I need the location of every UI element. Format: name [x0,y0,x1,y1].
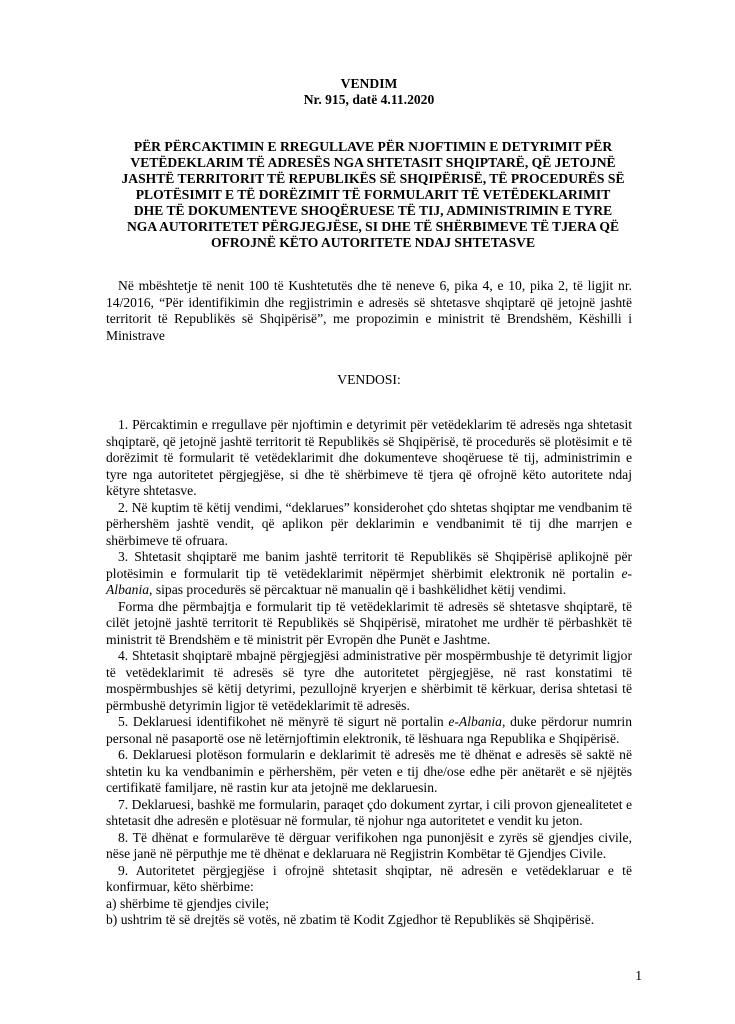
preamble-paragraph: Në mbështetje të nenit 100 të Kushtetutës dhe të neneve 6, pika 4, e 10, pika 2, të ligjit nr. 14/2016, “Për identifikimin dhe regjistrimin e adresës së shtetasve shqiptarë që jetojnë jashtë territorit të Republikës së Shqipërisë”, me propozimin e ministrit të Brendshëm, Këshilli i Ministrave [106,278,632,343]
item-4: 4. Shtetasit shqiptarë mbajnë përgjegjësi administrative për mospërmbushje të detyrimit ligjor të vetëdeklarimit të adresës së tyre dhe autoritetet përgjegjëse, në rast konstatimi të mospërmbushjes së këtij detyrimi, pezullojnë kryerjen e shërbimit të kërkuar, derisa shtetasi të përmbushë detyrimin ligjor të vetëdeklarimit të adresës. [106,648,632,713]
document-title [106,139,632,251]
item-9-sub-a: a) shërbime të gjendjes civile; [106,895,270,911]
item-5 [106,714,632,747]
item-3 [106,549,632,599]
portal-name: e-Albania [106,565,632,597]
title-line: VETËDEKLARIM TË ADRESËS NGA SHTETASIT SHQIPTARË, QË JETOJNË [130,155,616,170]
decision-heading: VENDOSI: [337,372,401,387]
item-9-sub-b: b) ushtrim të së drejtës së votës, në zbatim të Kodit Zgjedhor të Republikës së Shqipërisë. [106,912,595,927]
document-page [106,66,632,929]
item-5-text-end: , duke përdorur numrin personal në pasaportë ose në letërnjoftimin elektronik, të lëshuara nga Republika e Shqipërisë. [106,714,632,746]
item-7: 7. Deklaruesi, bashkë me formularin, paraqet çdo dokument zyrtar, i cili provon gjenealitetet e shtetasit dhe adresën e plotësuar në formular, të njohur nga autoritetet e vendit ku jeton. [106,796,632,828]
item-3-text-start: 3. Shtetasit shqiptarë me banim jashtë territorit të Republikës së Shqipërisë aplikojnë për plotësimin e formularit tip të vetëdeklarimit nëpërmjet shërbimit elektronik në portalin [106,549,632,581]
title-line: PLOTËSIMIT E TË DORËZIMIT TË FORMULARIT TË VETËDEKLARIMIT [135,187,611,202]
document-type: VENDIM [340,76,398,91]
item-1: 1. Përcaktimin e rregullave për njoftimin e detyrimit për vetëdeklarim të adresës nga shtetasit shqiptarë, që jetojnë jashtë territorit të Republikës së Shqipërisë, të procedurës së plotësimit e të dorëzimit të formularit të vetëdeklarimit dhe dokumenteve shoqëruese të tij, administrimin e tyre nga autoritetet përgjegjëse, si dhe të shërbimeve të tjera që ofrojnë këto autoritete ndaj këtyre shtetasve. [106,417,632,498]
title-line: NGA AUTORITETET PËRGJEGJËSE, SI DHE TË SHËRBIMEVE TË TJERA QË [126,219,620,234]
item-2: 2. Në kuptim të këtij vendimi, “deklarues” konsiderohet çdo shtetas shqiptar me vendbanim të përhershëm jashtë vendit, që aplikon për deklarimin e vendbanimit të tij dhe marrjen e shërbimeve të ofruara. [106,499,632,548]
item-3-text-end: , sipas procedurës së përcaktuar në manualin që i bashkëlidhet këtij vendimi. [149,582,567,597]
item-6: 6. Deklaruesi plotëson formularin e deklarimit të adresës me të dhënat e adresës së saktë në shtetin ku ka vendbanimin e përhershëm, për veten e tij dhe/ose edhe për anëtarët e së njëjtës certifikatë familjare, në rastin kur ata jetojnë me deklaruesin. [106,747,632,795]
item-5-text-start: 5. Deklaruesi identifikohet në mënyrë të sigurt në portalin [118,714,449,729]
document-number: Nr. 915, datë 4.11.2020 [303,92,435,107]
item-8: 8. Të dhënat e formularëve të dërguar verifikohen nga punonjësit e zyrës së gjendjes civile, nëse janë në përputhje me të dhënat e deklaruara në Regjistrin Kombëtar të Gjendjes Civile. [106,829,632,861]
item-9: 9. Autoritetet përgjegjëse i ofrojnë shtetasit shqiptar, në adresën e vetëdeklaruar e të konfirmuar, këto shërbime: [106,862,632,894]
title-line: DHE TË DOKUMENTEVE SHOQËRUESE TË TIJ, ADMINISTRIMIN E TYRE [133,203,613,218]
title-line: OFROJNË KËTO AUTORITETE NDAJ SHTETASVE [210,235,536,250]
item-3-continuation: Forma dhe përmbajtja e formularit tip të vetëdeklarimit të adresës së shtetasve shqiptarë, të cilët jetojnë jashtë territorit të Republikës së Shqipërisë, miratohet me urdhër të përbashkët të ministrit të Brendshëm e të ministrit për Evropën dhe Punët e Jashtme. [106,598,632,647]
decision-items [106,417,632,929]
page-number: 1 [635,968,642,983]
title-line: PËR PËRCAKTIMIN E RREGULLAVE PËR NJOFTIMIN E DETYRIMIT PËR [133,139,613,154]
portal-name: e-Albania [448,714,502,729]
title-line: JASHTË TERRITORIT TË REPUBLIKËS SË SHQIPËRISË, TË PROCEDURËS SË [121,171,625,186]
